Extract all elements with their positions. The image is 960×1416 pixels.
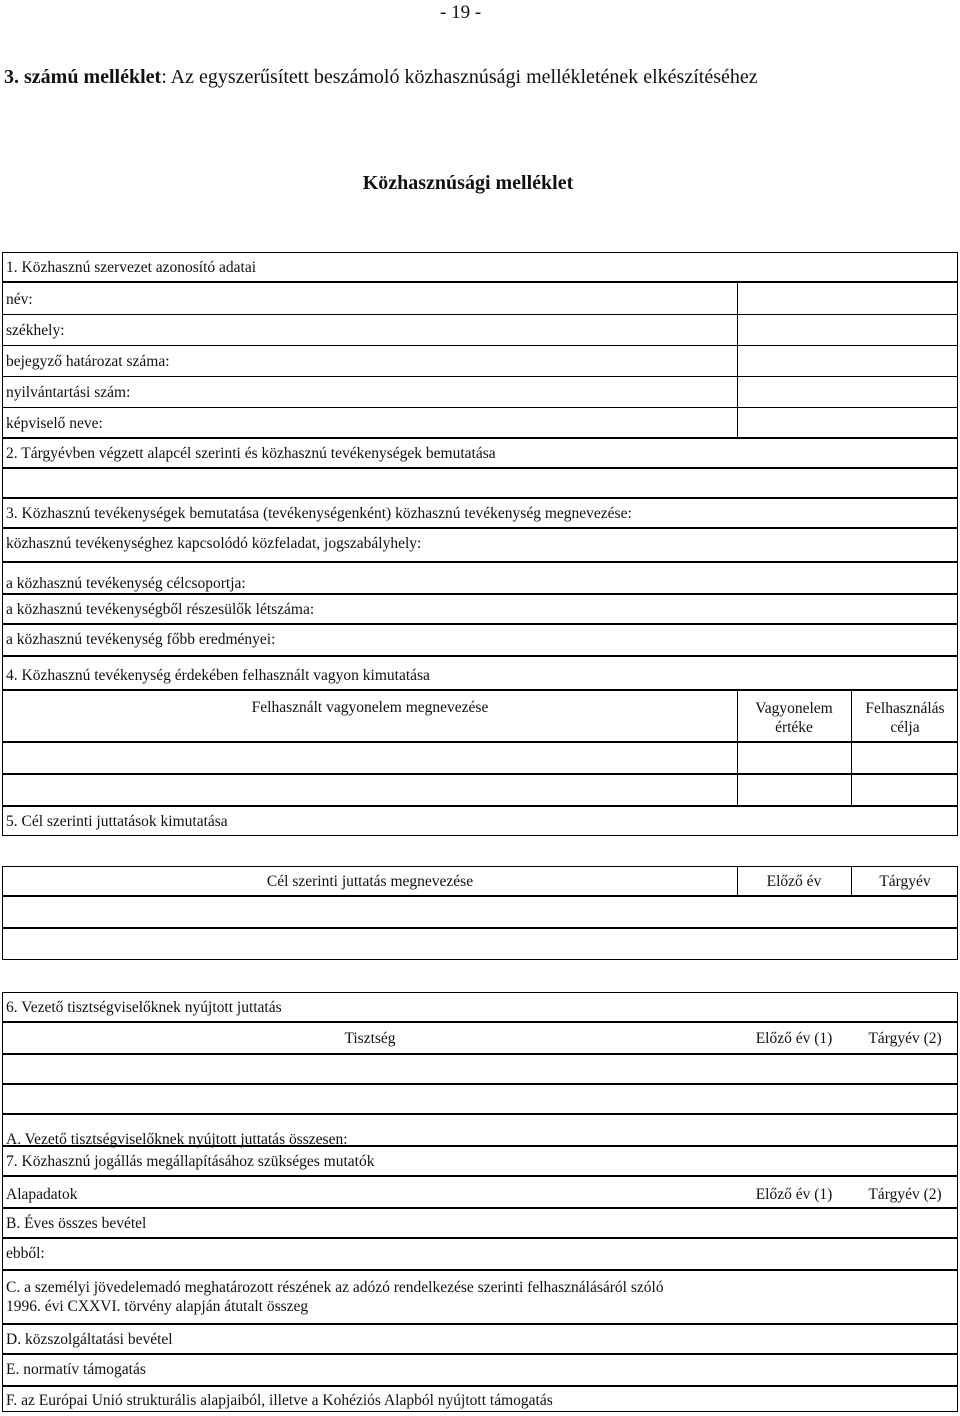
- form-table: [2, 252, 958, 1412]
- s3-public-task-label: közhasznú tevékenységhez kapcsolódó közfeladat, jogszabályhely:: [6, 535, 422, 552]
- s3-target-group-row: [2, 562, 958, 594]
- s7-row-c-label-line2: 1996. évi CXXVI. törvény alapján átutalt összeg: [6, 1298, 309, 1315]
- annex-heading: [4, 66, 758, 89]
- s7-row-c-label-line1: C. a személyi jövedelemadó meghatározott részének az adózó rendelkezése szerinti felhasználásáról szóló: [6, 1279, 664, 1296]
- s3-beneficiaries-label: a közhasznú tevékenységből részesülők létszáma:: [6, 601, 315, 618]
- s7-row-d-label: D. közszolgáltatási bevétel: [6, 1331, 173, 1348]
- s6-header-row: [2, 1022, 958, 1054]
- s7-row-f-label: F. az Európai Unió strukturális alapjaiból, illetve a Kohéziós Alapból nyújtott támogatás: [6, 1392, 553, 1409]
- s4-col-value: Vagyonelem értéke: [755, 700, 833, 736]
- s6-heading-row: [2, 992, 958, 1022]
- s4-heading: 4. Közhasznú tevékenység érdekében felhasznált vagyon kimutatása: [6, 667, 430, 684]
- field-reg-number-label: nyilvántartási szám:: [6, 384, 131, 401]
- s4-col-item: Felhasznált vagyonelem megnevezése: [251, 699, 489, 716]
- s6-heading: 6. Vezető tisztségviselőknek nyújtott juttatás: [6, 999, 282, 1016]
- field-name-label: név:: [6, 291, 33, 308]
- page-number: - 19 -: [440, 2, 482, 23]
- s1-fields-block: [2, 282, 958, 438]
- s4-header-row: [2, 690, 958, 742]
- s1-heading: 1. Közhasznú szervezet azonosító adatai: [6, 259, 257, 276]
- s5-heading: 5. Cél szerinti juttatások kimutatása: [6, 813, 228, 830]
- s7-row-f: [2, 1386, 958, 1412]
- s6-total-label: A. Vezető tisztségviselőknek nyújtott juttatás összesen:: [6, 1131, 348, 1148]
- s6-data-row: [2, 1054, 958, 1084]
- s7-header-row: [2, 1176, 958, 1208]
- s7-row-e: [2, 1354, 958, 1386]
- field-representative-label: képviselő neve:: [6, 415, 103, 432]
- s3-public-task-row: [2, 528, 958, 562]
- s5-heading-row: [2, 806, 958, 836]
- s6-col-position: Tisztség: [344, 1030, 396, 1047]
- s5-col-year: Tárgyév: [879, 873, 931, 890]
- s4-col-purpose: Felhasználás célja: [865, 700, 945, 736]
- s7-row-of-which: [2, 1238, 958, 1270]
- s3-heading: 3. Közhasznú tevékenységek bemutatása (tevékenységenként) közhasznú tevékenység megnevezése:: [6, 505, 632, 522]
- s3-beneficiaries-row: [2, 594, 958, 624]
- s3-results-label: a közhasznú tevékenység főbb eredményei:: [6, 631, 276, 648]
- s3-heading-row: [2, 498, 958, 528]
- s7-col-prev-year: Előző év (1): [755, 1186, 833, 1203]
- s2-content-row: [2, 468, 958, 498]
- s7-heading-row: [2, 1146, 958, 1176]
- s1-heading-row: [2, 252, 958, 282]
- s5-col-prev-year: Előző év: [766, 873, 822, 890]
- s5-data-row: [2, 928, 958, 960]
- s7-row-e-label: E. normatív támogatás: [6, 1361, 146, 1378]
- field-seat-label: székhely:: [6, 322, 65, 339]
- s2-heading: 2. Tárgyévben végzett alapcél szerinti és közhasznú tevékenységek bemutatása: [6, 445, 496, 462]
- s7-row-b: [2, 1208, 958, 1238]
- s4-data-row: [2, 774, 958, 806]
- s5-col-name: Cél szerinti juttatás megnevezése: [266, 873, 474, 890]
- s5-header-row: [2, 866, 958, 896]
- annex-description: : Az egyszerűsített beszámoló közhasznúsági mellékletének elkészítéséhez: [161, 66, 758, 88]
- s7-col-year: Tárgyév (2): [868, 1186, 942, 1203]
- s6-spacer-row: [2, 1084, 958, 1114]
- s4-data-row: [2, 742, 958, 774]
- s7-row-d: [2, 1324, 958, 1354]
- annex-number: 3. számú melléklet: [4, 66, 162, 88]
- s4-heading-row: [2, 656, 958, 690]
- s6-total-row: [2, 1114, 958, 1146]
- s7-row-of-which-label: ebből:: [6, 1245, 45, 1262]
- s7-row-b-label: B. Éves összes bevétel: [6, 1215, 147, 1232]
- s3-target-group-label: a közhasznú tevékenység célcsoportja:: [6, 575, 246, 592]
- s7-row-c: [2, 1270, 958, 1324]
- s3-results-row: [2, 624, 958, 656]
- s7-heading: 7. Közhasznú jogállás megállapításához szükséges mutatók: [6, 1153, 375, 1170]
- s6-col-year: Tárgyév (2): [868, 1030, 942, 1047]
- s7-col-basic-data: Alapadatok: [6, 1186, 78, 1203]
- s6-col-prev-year: Előző év (1): [755, 1030, 833, 1047]
- s2-heading-row: [2, 438, 958, 468]
- s5-data-row: [2, 896, 958, 928]
- field-registry-decision-label: bejegyző határozat száma:: [6, 353, 170, 370]
- page-title: Közhasznúsági melléklet: [362, 172, 574, 194]
